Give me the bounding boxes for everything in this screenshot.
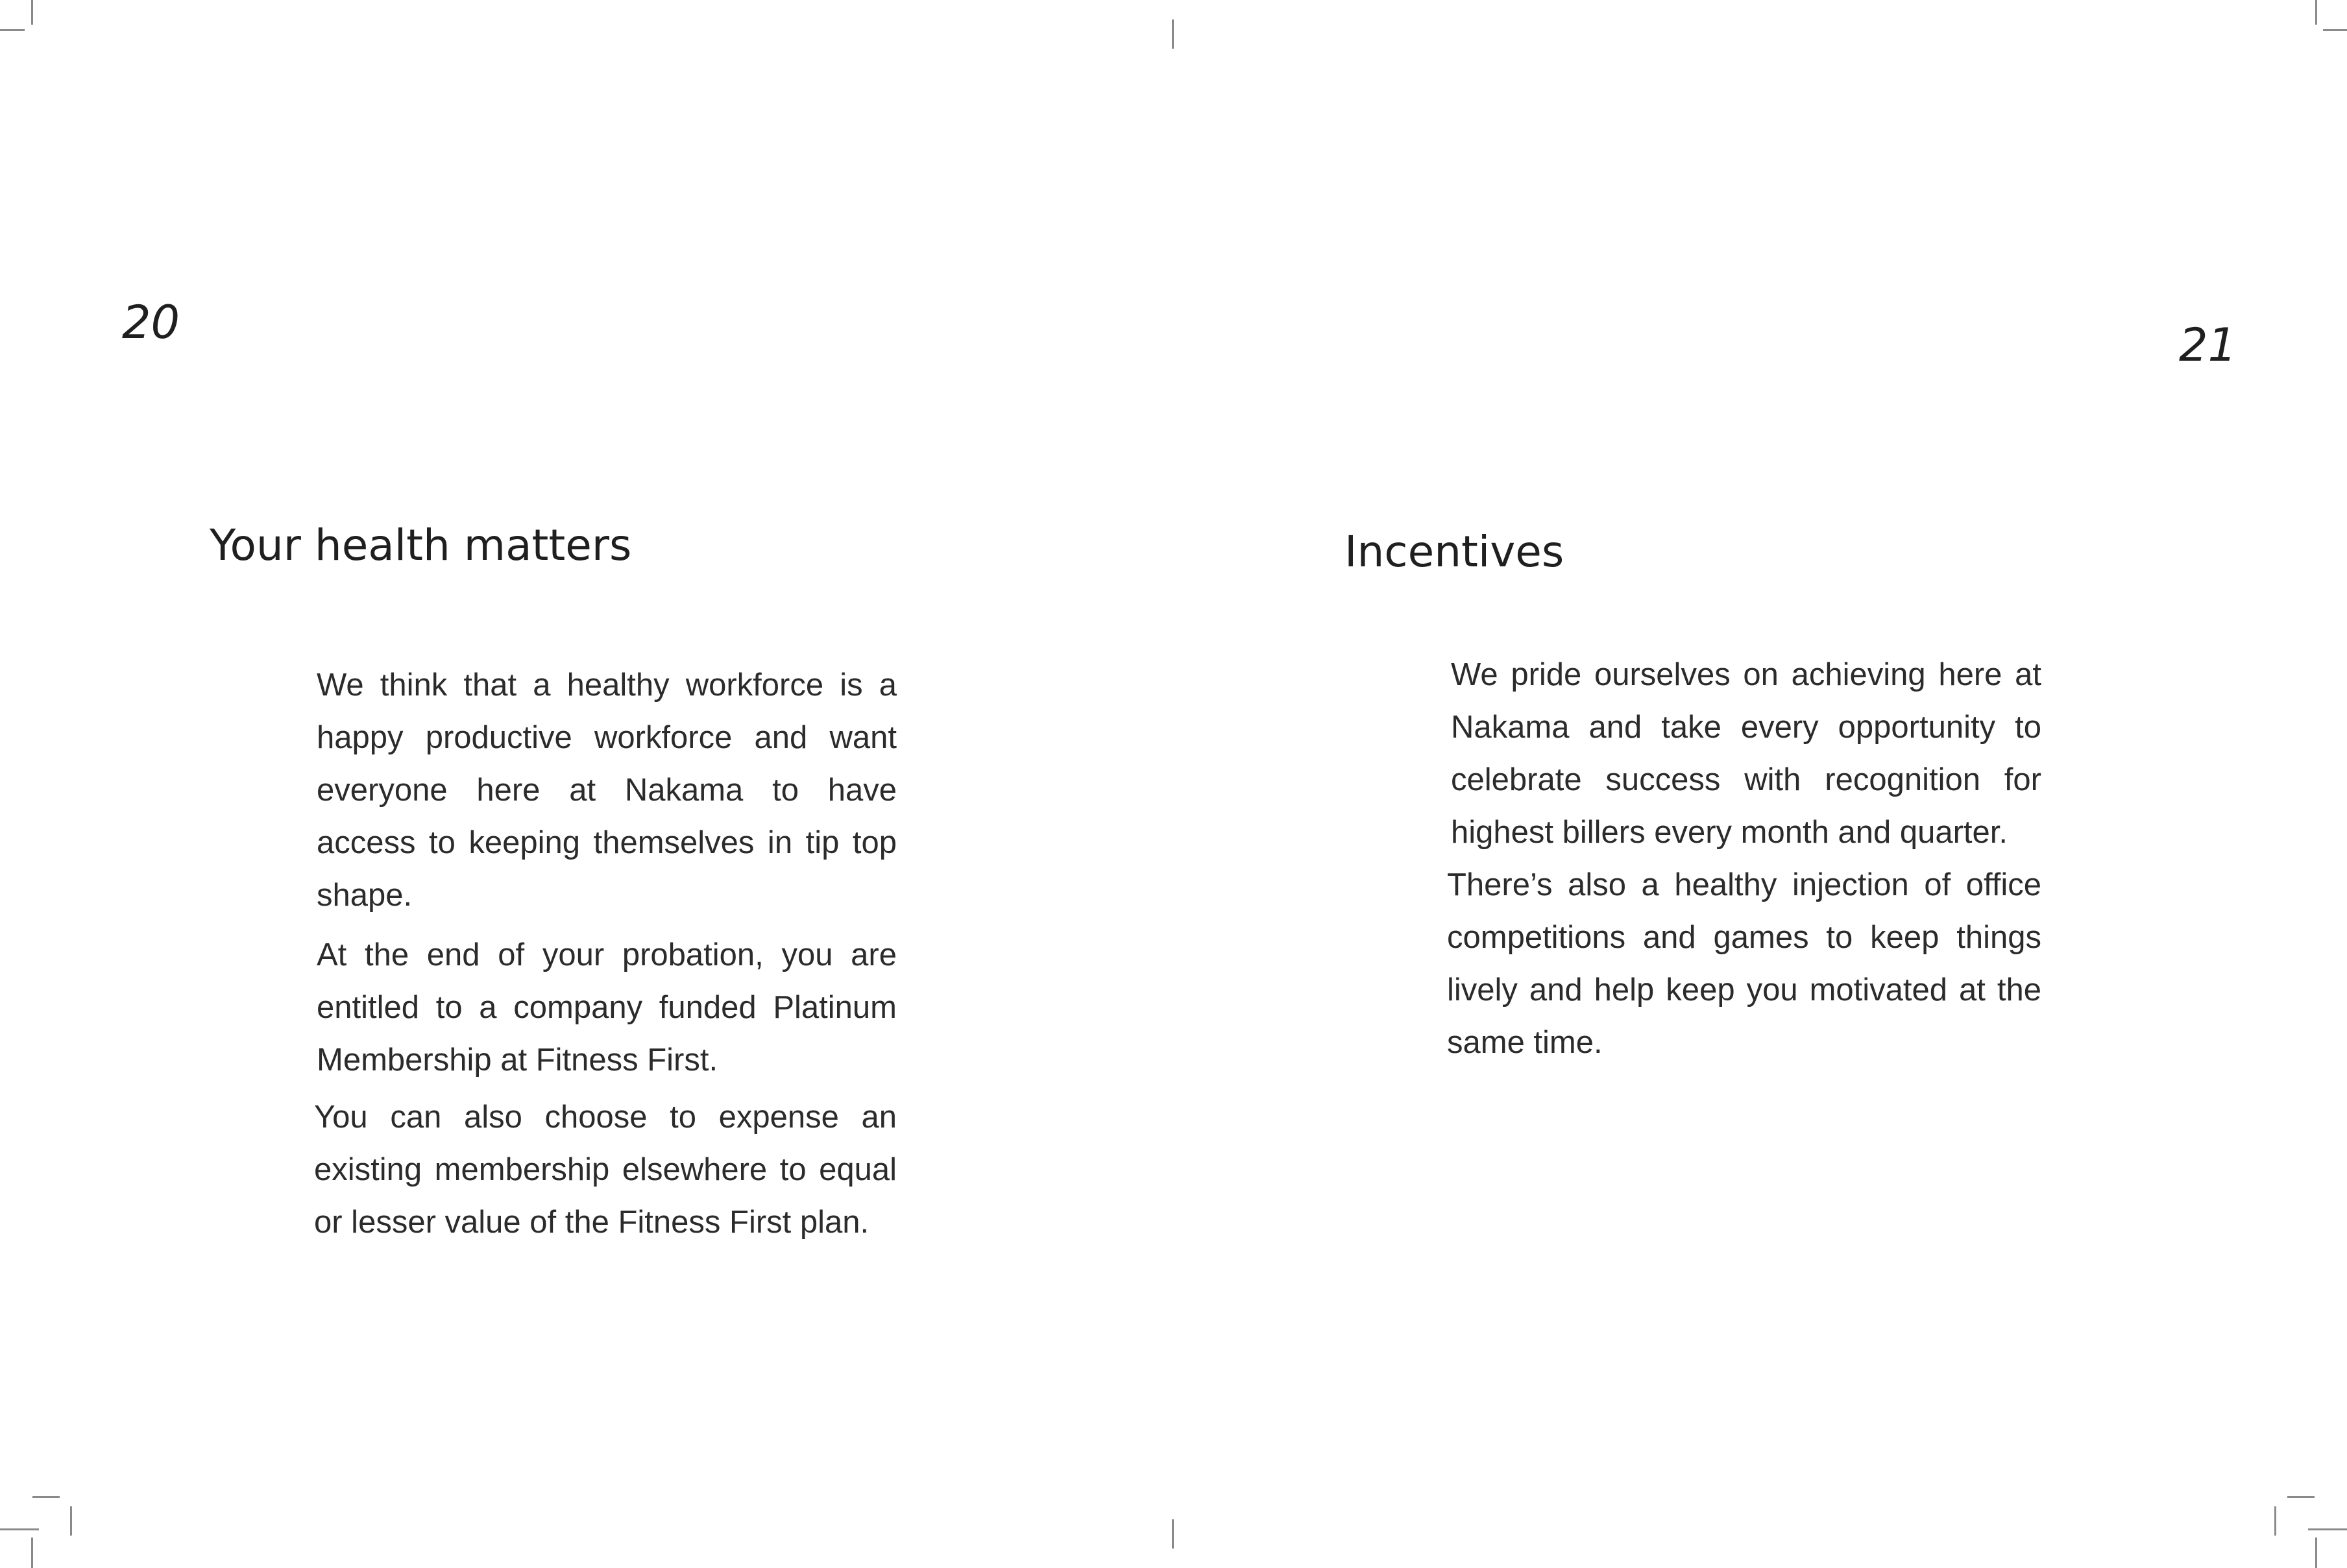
paragraph: We pride ourselves on achieving here at Nakama and take every opportunity to celebrate success with recognition for highest billers every month and quarter.: [1451, 657, 2041, 850]
paragraph: At the end of your probation, you are entitled to a company funded Platinum Membership at Fitness First.: [317, 937, 897, 1078]
section-title: Your health matters: [210, 520, 632, 570]
right-page: [1173, 0, 2346, 1568]
page-number: 21: [2179, 319, 2237, 372]
left-page: [0, 0, 1173, 1568]
paragraph: You can also choose to expense an existing membership elsewhere to equal or lesser value of the Fitness First plan.: [314, 1100, 897, 1240]
page-number: 20: [122, 296, 180, 349]
paragraph: We think that a healthy workforce is a happy productive workforce and want everyone here at Nakama to have access to keeping themselves in tip top shape.: [317, 668, 897, 913]
section-title: Incentives: [1344, 527, 1564, 577]
paragraph: There’s also a healthy injection of office competitions and games to keep things lively and help keep you motivated at the same time.: [1447, 867, 2041, 1060]
